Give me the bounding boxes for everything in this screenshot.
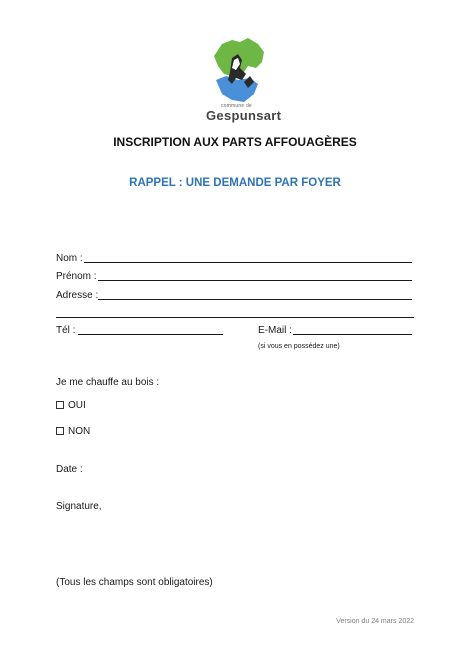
email-label: E-Mail : bbox=[258, 325, 292, 336]
commune-logo bbox=[208, 36, 270, 106]
date-label: Date : bbox=[56, 464, 83, 475]
prenom-field[interactable] bbox=[98, 280, 412, 281]
page-title: INSCRIPTION AUX PARTS AFFOUAGÈRES bbox=[113, 135, 357, 149]
non-option[interactable] bbox=[56, 426, 90, 437]
adresse-field-line-2[interactable] bbox=[56, 317, 414, 318]
oui-label: OUI bbox=[68, 400, 86, 411]
logo-name: Gespunsart bbox=[206, 108, 282, 123]
tel-field[interactable] bbox=[78, 334, 223, 335]
logo-small-text: commune de bbox=[221, 103, 252, 109]
non-label: NON bbox=[68, 426, 91, 437]
adresse-label: Adresse : bbox=[56, 290, 99, 301]
nom-field[interactable] bbox=[84, 262, 412, 263]
non-checkbox[interactable] bbox=[56, 427, 64, 435]
page-subtitle: RAPPEL : UNE DEMANDE PAR FOYER bbox=[129, 177, 341, 189]
version-footer: Version du 24 mars 2022 bbox=[336, 618, 414, 625]
adresse-field[interactable] bbox=[98, 299, 412, 300]
nom-label: Nom : bbox=[56, 253, 83, 264]
signature-label: Signature, bbox=[56, 501, 102, 512]
email-field[interactable] bbox=[293, 334, 412, 335]
tel-label: Tél : bbox=[56, 325, 76, 336]
chauffe-label: Je me chauffe au bois : bbox=[56, 377, 160, 388]
prenom-label: Prénom : bbox=[56, 271, 97, 282]
required-note: (Tous les champs sont obligatoires) bbox=[56, 577, 213, 588]
oui-option[interactable] bbox=[56, 400, 86, 411]
email-note: (si vous en possédez une) bbox=[258, 343, 340, 350]
oui-checkbox[interactable] bbox=[56, 401, 64, 409]
